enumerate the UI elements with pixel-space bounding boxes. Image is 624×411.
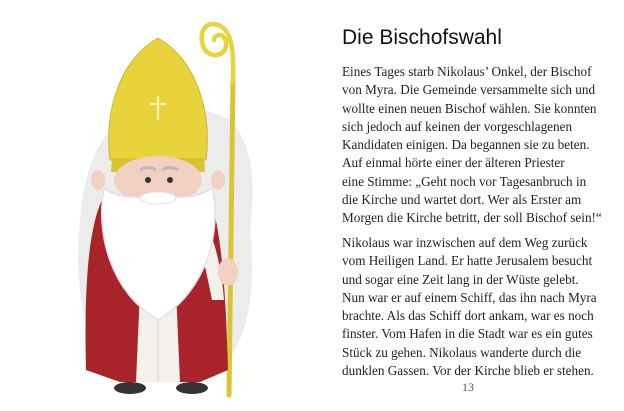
text-line: Stück zu gehen. Nikolaus wanderte durch die bbox=[342, 344, 582, 360]
page-title: Die Bischofswahl bbox=[342, 26, 502, 49]
text-line: Nun war er auf einem Schiff, das ihn nach Myra bbox=[342, 289, 597, 305]
text-line: eine Stimme: „Geht noch vor Tagesanbruch in bbox=[342, 173, 587, 189]
text-line: dunklen Gassen. Vor der Kirche blieb er stehen. bbox=[342, 363, 594, 379]
text-line: vom Heiligen Land. Er hatte Jerusalem besucht bbox=[342, 253, 593, 269]
paragraph-2 bbox=[342, 234, 597, 380]
text-line: die Kirche und wartet dort. Wer als Erster am bbox=[342, 192, 582, 208]
text-line: Kandidaten einigen. Da begannen sie zu beten. bbox=[342, 137, 590, 153]
text-line: Eines Tages starb Nikolaus’ Onkel, der Bischof bbox=[342, 64, 592, 79]
text-line: von Myra. Die Gemeinde versammelte sich und bbox=[342, 82, 596, 98]
paragraph-1 bbox=[342, 63, 602, 228]
text-line: Auf einmal hörte einer der älteren Priester bbox=[342, 155, 565, 171]
text-line: und sogar eine Zeit lang in der Wüste gelebt. bbox=[342, 271, 579, 287]
text-line: brachte. Als das Schiff dort ankam, war es noch bbox=[342, 308, 594, 324]
hand-icon bbox=[218, 258, 238, 286]
page-number: 13 bbox=[462, 380, 474, 394]
mitre-icon bbox=[109, 38, 207, 172]
text-line: wollte einen neuen Bischof wählen. Sie konnten bbox=[342, 100, 597, 116]
text-line: finster. Vom Hafen in die Stadt war es ein gutes bbox=[342, 326, 593, 342]
text-line: sich jedoch auf keinen der vorgeschlagenen bbox=[342, 118, 573, 134]
text-line: Nikolaus war inzwischen auf dem Weg zurück bbox=[342, 235, 588, 250]
text-line: Morgen die Kirche betritt, der soll Bischof sein!“ bbox=[342, 210, 602, 226]
